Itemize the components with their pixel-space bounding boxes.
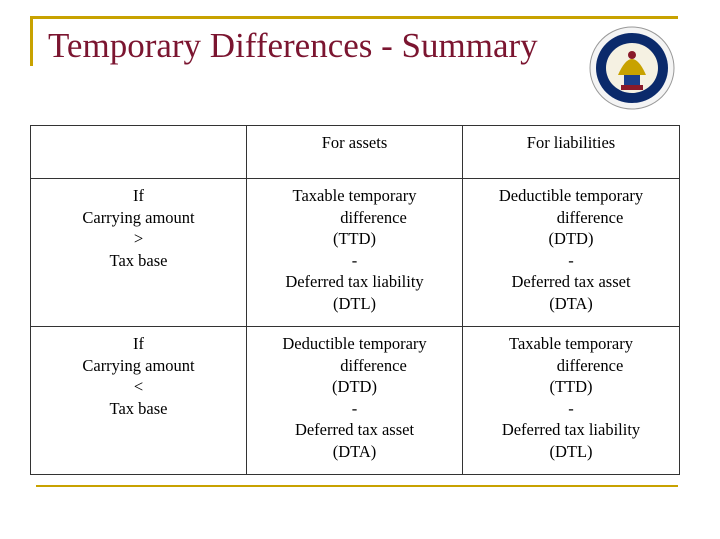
cell-line: - — [351, 250, 358, 270]
cell-line: Taxable temporary — [509, 334, 633, 353]
cell-line: > — [133, 229, 144, 248]
cell-line: - — [568, 250, 574, 270]
cell-line: (TTD) — [332, 229, 377, 248]
icai-emblem-icon — [588, 25, 676, 111]
table-row — [31, 179, 680, 327]
cell-line: Deferred tax asset — [294, 420, 415, 439]
cell-line: difference — [556, 207, 624, 227]
left-rule — [30, 16, 33, 66]
assets-cell — [247, 327, 463, 475]
cell-line: (DTA) — [549, 293, 593, 313]
cell-line: If — [133, 186, 144, 205]
condition-cell — [31, 179, 247, 327]
cell-line: Taxable temporary — [292, 186, 417, 205]
cell-line: Carrying amount — [82, 207, 195, 227]
slide-title: Temporary Differences - Summary — [48, 26, 538, 65]
cell-line: difference — [340, 355, 407, 375]
cell-line: < — [133, 377, 144, 396]
cell-line: difference — [340, 207, 407, 227]
top-rule — [30, 16, 678, 19]
cell-line: Deferred tax asset — [511, 272, 631, 291]
cell-line: - — [351, 398, 358, 418]
cell-line: Tax base — [109, 398, 168, 418]
cell-line: (DTD) — [332, 377, 377, 396]
table-row — [31, 327, 680, 475]
cell-line: Deferred tax liability — [501, 420, 641, 439]
assets-cell — [247, 179, 463, 327]
cell-line: (DTD) — [548, 229, 594, 248]
liabilities-cell — [463, 327, 680, 475]
cell-line: difference — [556, 355, 624, 375]
cell-line: Deferred tax liability — [285, 272, 424, 291]
cell-line: If — [133, 334, 144, 353]
header-assets: For assets — [247, 126, 463, 179]
cell-line: Tax base — [109, 250, 168, 270]
liabilities-cell — [463, 179, 680, 327]
bottom-rule — [36, 485, 678, 487]
header-liabilities: For liabilities — [463, 126, 680, 179]
header-row — [31, 126, 680, 179]
cell-line: (TTD) — [549, 377, 593, 396]
cell-line: (DTA) — [332, 441, 377, 461]
summary-table — [30, 125, 680, 475]
condition-cell — [31, 327, 247, 475]
cell-line: (DTL) — [549, 441, 593, 461]
cell-line: Deductible temporary — [282, 334, 427, 353]
header-empty — [31, 126, 247, 179]
cell-line: Deductible temporary — [498, 186, 644, 205]
cell-line: Carrying amount — [82, 355, 195, 375]
cell-line: (DTL) — [332, 293, 377, 313]
cell-line: - — [568, 398, 574, 418]
